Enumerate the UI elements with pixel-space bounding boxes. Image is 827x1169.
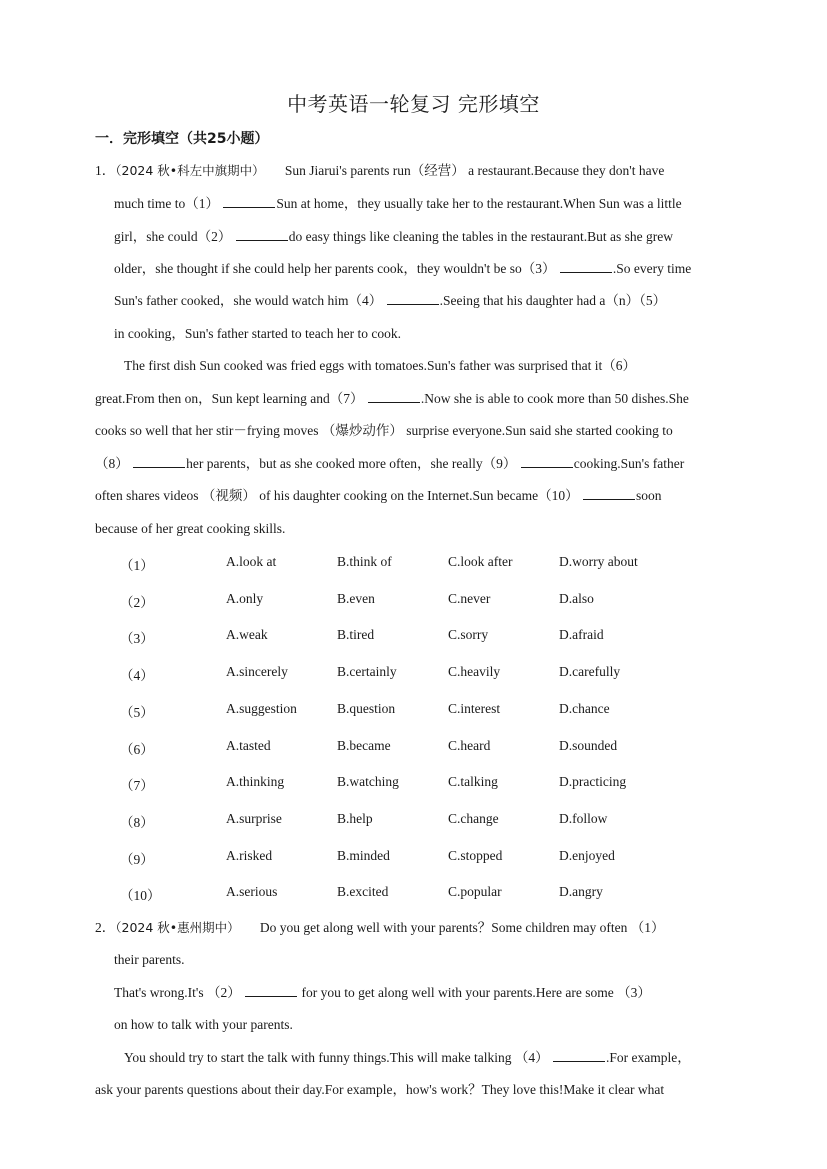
- passage-line: because of her great cooking skills.: [95, 521, 286, 536]
- blank-number: （9）: [120, 851, 154, 867]
- blank-7[interactable]: [368, 390, 420, 403]
- passage-text: .So every time: [612, 261, 692, 276]
- option-a[interactable]: A.surprise: [226, 810, 282, 826]
- option-a[interactable]: A.risked: [226, 847, 273, 863]
- option-b[interactable]: B.became: [337, 737, 391, 753]
- option-c[interactable]: C.heavily: [448, 664, 501, 680]
- passage-text: .Now she is able to cook more than 50 dishes.She: [420, 391, 689, 406]
- passage-line: [114, 195, 682, 213]
- option-row: [0, 738, 827, 758]
- option-row: [0, 627, 827, 647]
- option-c[interactable]: C.stopped: [448, 847, 503, 863]
- option-a[interactable]: A.tasted: [226, 737, 271, 753]
- option-b[interactable]: B.think of: [337, 554, 392, 569]
- passage-line: [95, 455, 684, 473]
- blank-4[interactable]: [553, 1049, 605, 1062]
- option-b[interactable]: B.certainly: [337, 664, 397, 680]
- option-b[interactable]: B.help: [337, 810, 373, 826]
- passage-line: their parents.: [114, 952, 185, 967]
- option-row: [0, 774, 827, 794]
- blank-2[interactable]: [236, 228, 288, 241]
- passage-line: [114, 984, 651, 1002]
- option-d[interactable]: D.follow: [559, 810, 608, 826]
- passage-text: （8）: [95, 456, 129, 471]
- question-2-header: [95, 919, 664, 937]
- blank-number: （5）: [120, 704, 154, 720]
- passage-text: .Seeing that his daughter had a（n）（5）: [439, 293, 667, 308]
- option-c[interactable]: C.popular: [448, 884, 502, 900]
- blank-number: （2）: [120, 594, 154, 610]
- passage-text: You should try to start the talk with funny things.This will make talking （4）: [124, 1050, 549, 1065]
- blank-number: （10）: [120, 888, 161, 904]
- option-c[interactable]: C.interest: [448, 700, 501, 716]
- option-d[interactable]: D.chance: [559, 700, 610, 716]
- option-row: [0, 664, 827, 684]
- option-d[interactable]: D.carefully: [559, 664, 621, 680]
- blank-8[interactable]: [133, 455, 185, 468]
- question-source: （2024 秋•科左中旗期中）: [115, 163, 265, 178]
- blank-1[interactable]: [223, 195, 275, 208]
- passage-line: ask your parents questions about their day.For example，how's work？They love this!Make it clear what: [95, 1082, 665, 1097]
- blank-number: （7）: [120, 778, 154, 794]
- blank-10[interactable]: [583, 487, 635, 500]
- option-d[interactable]: D.worry about: [559, 554, 638, 569]
- option-d[interactable]: D.angry: [559, 884, 603, 900]
- passage-line: cooks so well that her stir－frying moves （爆炒动作） surprise everyone.Sun said she started cooking to: [95, 423, 673, 438]
- option-b[interactable]: B.minded: [337, 847, 390, 863]
- option-b[interactable]: B.watching: [337, 774, 399, 790]
- passage-line: on how to talk with your parents.: [114, 1017, 293, 1032]
- option-b[interactable]: B.even: [337, 590, 375, 606]
- option-a[interactable]: A.serious: [226, 884, 278, 900]
- option-b[interactable]: B.question: [337, 700, 396, 716]
- passage-text: Sun at home，they usually take her to the restaurant.When Sun was a little: [276, 196, 682, 211]
- question-number: 2．: [95, 920, 116, 935]
- option-row: [0, 848, 827, 868]
- option-c[interactable]: C.talking: [448, 774, 498, 790]
- passage-text: Sun Jiarui's parents run（经营） a restaurant.Because they don't have: [284, 163, 665, 178]
- option-row: [0, 811, 827, 831]
- passage-text: That's wrong.It's （2）: [114, 985, 241, 1000]
- passage-text: often shares videos （视频） of his daughter cooking on the Internet.Sun became（10）: [95, 488, 579, 503]
- option-a[interactable]: A.suggestion: [226, 700, 297, 716]
- passage-line: [95, 390, 689, 408]
- option-row: [0, 701, 827, 721]
- passage-text: her parents，but as she cooked more often，she really（9）: [186, 456, 517, 471]
- option-d[interactable]: D.also: [559, 590, 594, 606]
- passage-text: girl，she could（2）: [114, 229, 232, 244]
- passage-line: [114, 260, 691, 278]
- blank-number: （8）: [120, 814, 154, 830]
- passage-text: much time to（1）: [114, 196, 219, 211]
- option-b[interactable]: B.excited: [337, 884, 389, 900]
- passage-text: cooking.Sun's father: [573, 456, 685, 471]
- passage-text: soon: [636, 488, 662, 503]
- passage-text: .For example，: [606, 1050, 691, 1065]
- question-1-header: [95, 162, 664, 180]
- option-a[interactable]: A.only: [226, 590, 264, 606]
- page-title: 中考英语一轮复习 完形填空: [287, 92, 540, 116]
- question-number: 1．: [95, 163, 116, 178]
- option-c[interactable]: C.look after: [448, 554, 513, 569]
- blank-9[interactable]: [521, 455, 573, 468]
- passage-text: Do you get along well with your parents？Some children may often （1）: [259, 920, 665, 935]
- blank-number: （3）: [120, 631, 154, 647]
- passage-text: great.From then on，Sun kept learning and（7）: [95, 391, 364, 406]
- passage-text: for you to get along well with your parents.Here are some （3）: [301, 985, 651, 1000]
- blank-4[interactable]: [387, 292, 439, 305]
- question-source: （2024 秋•惠州期中）: [115, 920, 240, 935]
- option-row: [0, 591, 827, 611]
- option-d[interactable]: D.sounded: [559, 737, 618, 753]
- blank-number: （6）: [120, 741, 154, 757]
- section-heading: 一．完形填空（共25小题）: [95, 131, 269, 147]
- passage-line: [95, 487, 662, 505]
- option-a[interactable]: A.look at: [226, 554, 277, 569]
- blank-number: （4）: [120, 668, 154, 684]
- option-c[interactable]: C.heard: [448, 737, 491, 753]
- passage-line: in cooking，Sun's father started to teach her to cook.: [114, 326, 401, 341]
- blank-3[interactable]: [560, 260, 612, 273]
- passage-line: [124, 1049, 691, 1067]
- passage-text: older，she thought if she could help her parents cook，they wouldn't be so（3）: [114, 261, 556, 276]
- blank-number: （1）: [120, 558, 154, 573]
- passage-line: [114, 228, 673, 246]
- passage-text: do easy things like cleaning the tables in the restaurant.But as she grew: [288, 229, 674, 244]
- passage-line: [114, 292, 666, 310]
- option-d[interactable]: D.enjoyed: [559, 847, 615, 863]
- blank-2[interactable]: [245, 984, 297, 997]
- option-d[interactable]: D.practicing: [559, 774, 627, 790]
- option-a[interactable]: A.thinking: [226, 774, 285, 790]
- option-c[interactable]: C.change: [448, 810, 499, 826]
- passage-text: Sun's father cooked，she would watch him（4）: [114, 293, 383, 308]
- passage-line: The first dish Sun cooked was fried eggs with tomatoes.Sun's father was surprised that it（6）: [124, 358, 636, 373]
- option-a[interactable]: A.sincerely: [226, 664, 288, 680]
- option-c[interactable]: C.never: [448, 590, 491, 606]
- option-a[interactable]: A.weak: [226, 627, 268, 643]
- option-row: [0, 554, 827, 574]
- option-d[interactable]: D.afraid: [559, 627, 604, 643]
- option-row: [0, 884, 827, 904]
- option-b[interactable]: B.tired: [337, 627, 375, 643]
- option-c[interactable]: C.sorry: [448, 627, 489, 643]
